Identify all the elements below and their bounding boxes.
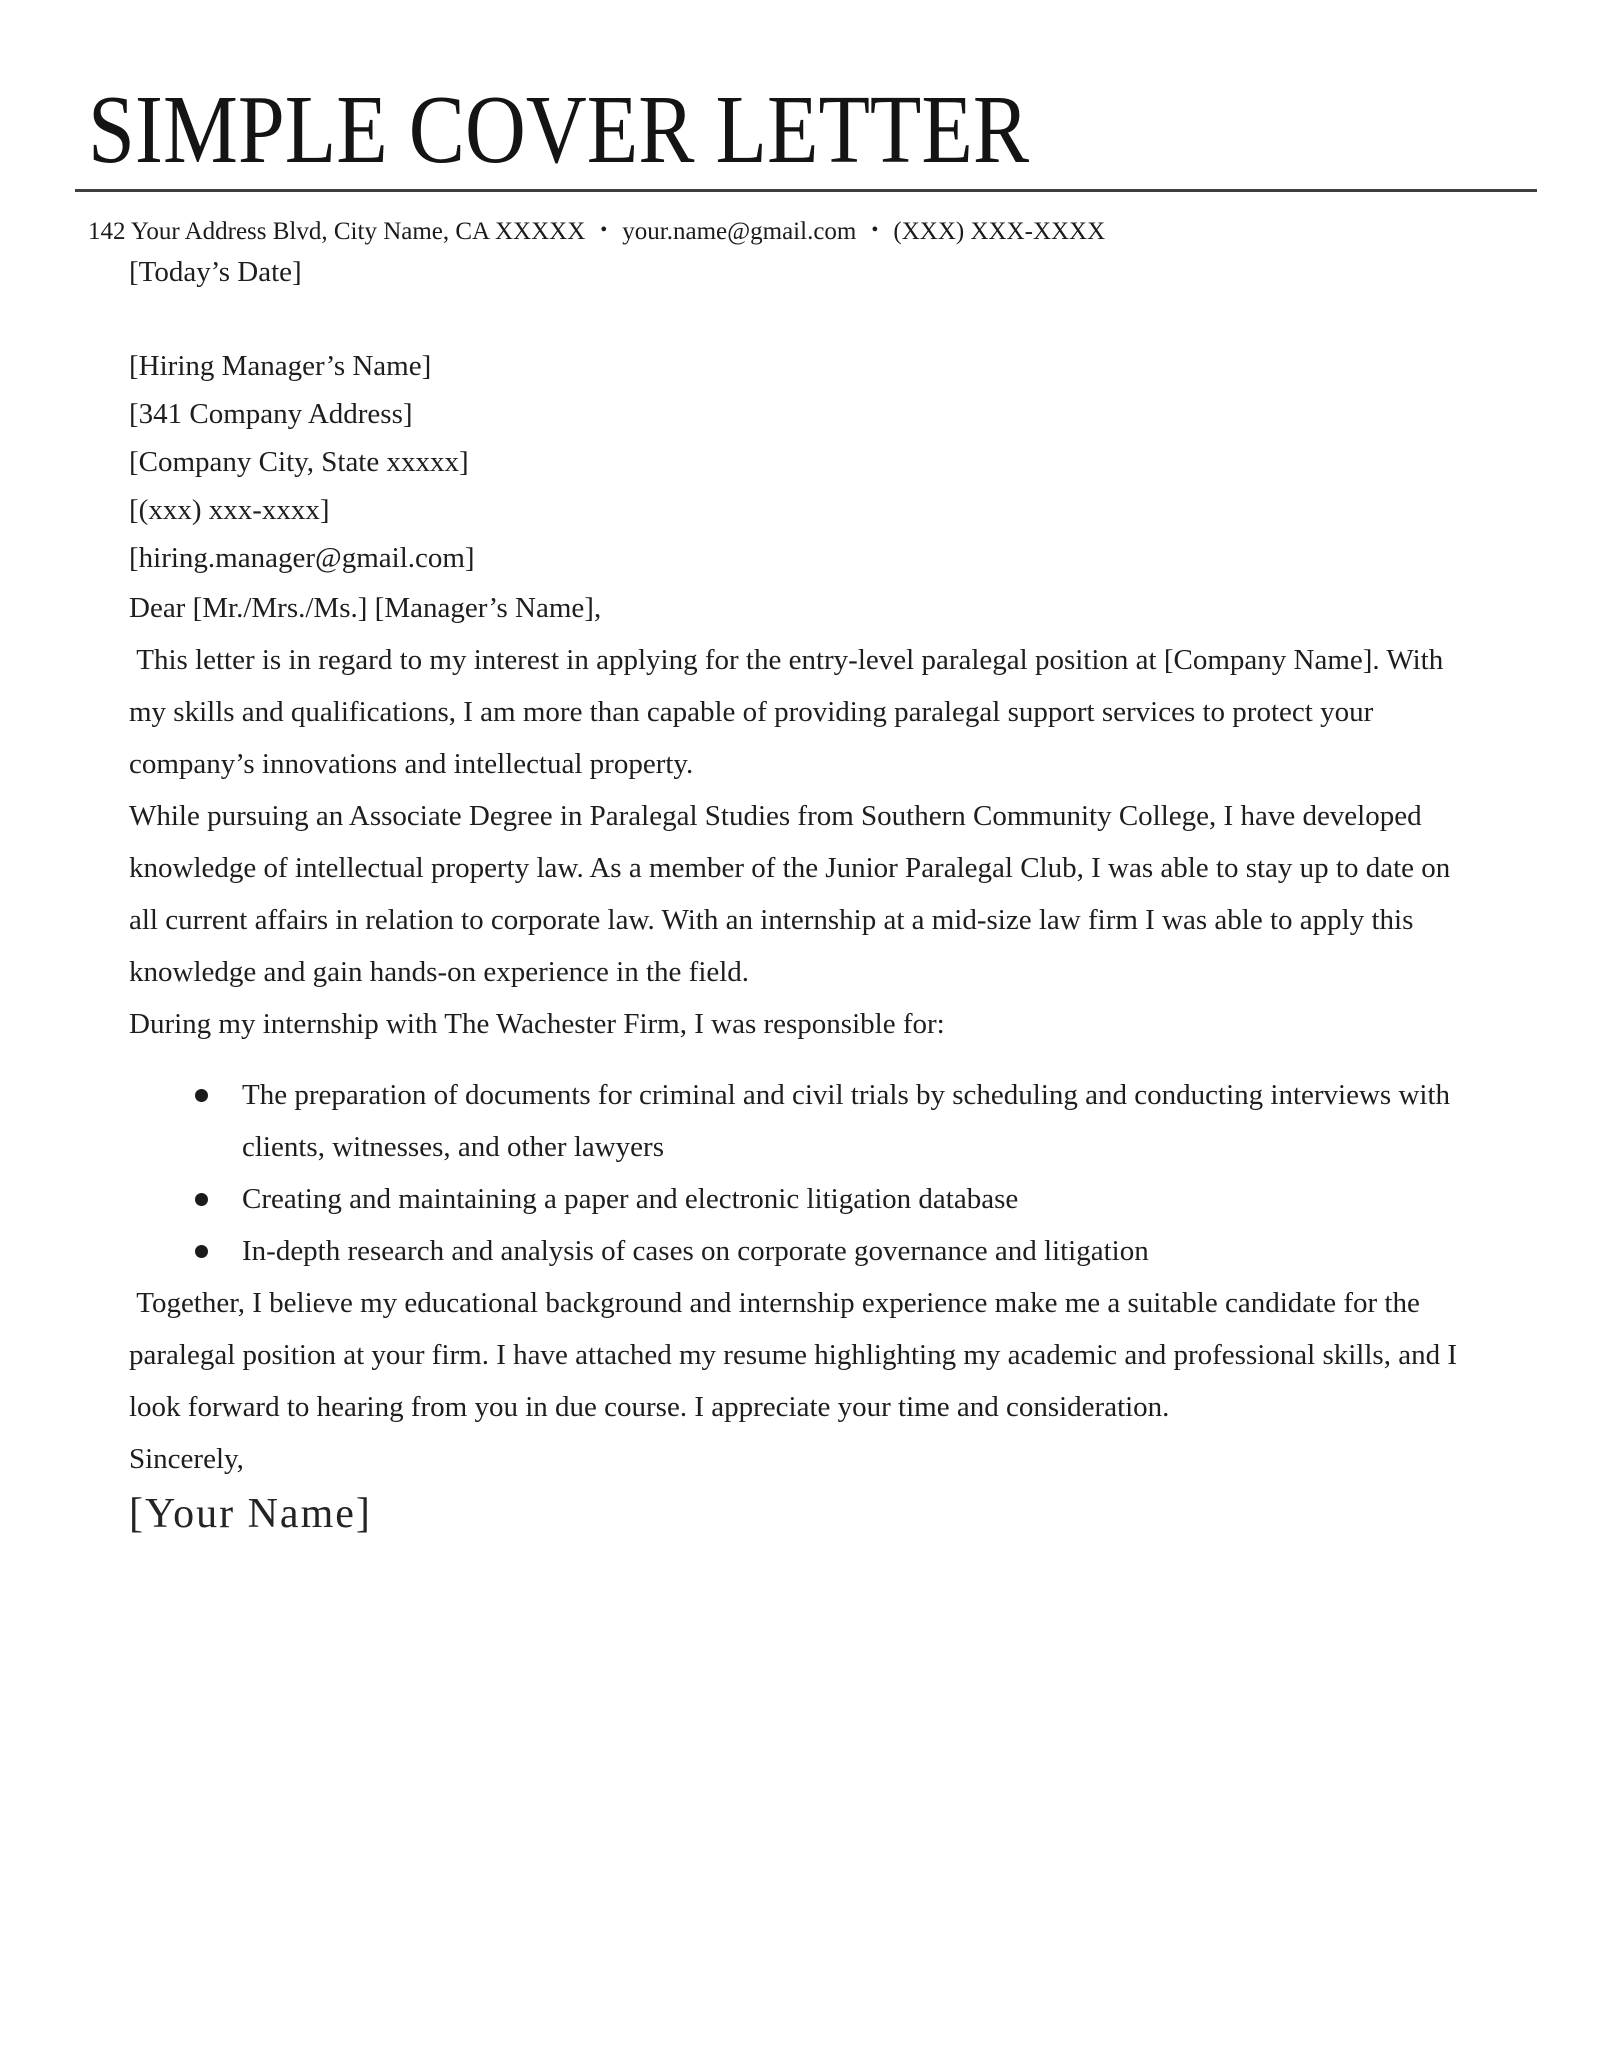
salutation: Dear [Mr./Mrs./Ms.] [Manager’s Name], [129, 591, 602, 624]
signature-name: [Your Name] [129, 1490, 372, 1537]
recipient-name: [Hiring Manager’s Name] [129, 349, 432, 382]
header-divider [75, 189, 1537, 192]
list-item-research: In-depth research and analysis of cases on corporate governance and litigation [242, 1225, 1473, 1277]
paragraph-closing: Together, I believe my educational background and internship experience make me a suitable candidate for the paralegal position at your firm. I have attached my resume highlighting my academic and professional skills, and I look forward to hearing from you in due course. I appreciate your time and consideration. [129, 1286, 1465, 1423]
paragraph-education: While pursuing an Associate Degree in Paralegal Studies from Southern Community College, I have developed knowledge of intellectual property law. As a member of the Junior Paralegal Club, I was able to stay up to date on all current affairs in relation to corporate law. With an internship at a mid-size law firm I was able to apply this knowledge and gain hands-on experience in the field. [129, 799, 1458, 988]
recipient-phone: [(xxx) xxx-xxxx] [129, 493, 330, 526]
letter-body [129, 246, 1473, 1543]
recipient-email: [hiring.manager@gmail.com] [129, 541, 475, 574]
contact-line [88, 218, 1537, 246]
paragraph-intro: This letter is in regard to my interest in applying for the entry-level paralegal position at [Company Name]. With my skills and qualifications, I am more than capable of providing paralegal support services to protect your company’s innovations and intellectual property. [129, 643, 1451, 780]
date-line: [Today’s Date] [129, 255, 302, 288]
recipient-address: [341 Company Address] [129, 397, 413, 430]
contact-address: 142 Your Address Blvd, City Name, CA XXXXX [88, 217, 586, 245]
bullet-separator-icon: • [871, 218, 879, 241]
paragraph-internship-lead: During my internship with The Wachester Firm, I was responsible for: [129, 1007, 945, 1040]
list-item-database: Creating and maintaining a paper and electronic litigation database [242, 1173, 1473, 1225]
contact-phone: (XXX) XXX-XXXX [893, 217, 1106, 245]
letterhead [75, 76, 1537, 246]
bullet-separator-icon: • [600, 218, 608, 241]
recipient-city-state: [Company City, State xxxxx] [129, 445, 469, 478]
page-title: SIMPLE COVER LETTER [88, 76, 1030, 184]
list-item-preparation: The preparation of documents for criminal and civil trials by scheduling and conducting interviews with clients, witnesses, and other lawyers [242, 1069, 1473, 1173]
signoff: Sincerely, [129, 1442, 244, 1475]
responsibilities-list [129, 1069, 1473, 1277]
contact-email: your.name@gmail.com [622, 217, 857, 245]
recipient-block [129, 342, 1473, 582]
